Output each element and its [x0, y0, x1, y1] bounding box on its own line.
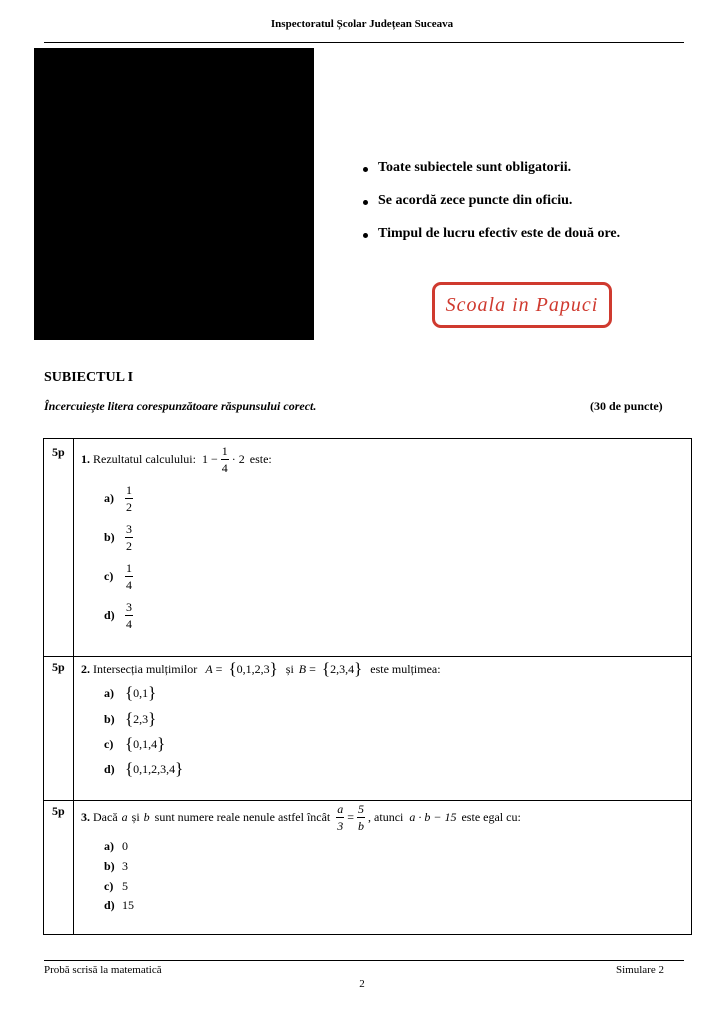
question-1-text — [81, 445, 272, 474]
header-divider — [44, 42, 684, 43]
exam-rules-list — [360, 160, 690, 259]
row-divider — [44, 800, 691, 801]
option-a[interactable] — [104, 484, 136, 513]
frac-den: b — [358, 819, 365, 833]
option-value: 5 — [122, 879, 128, 893]
frac-den: 4 — [126, 617, 132, 631]
option-set-items: 2,3 — [133, 712, 149, 726]
set-b: {2,3,4} — [321, 659, 363, 678]
question-prompt: Rezultatul calculului: — [93, 452, 196, 466]
product-expression: a · b − 15 — [409, 810, 457, 824]
option-value: 15 — [122, 898, 134, 912]
option-label: d) — [104, 761, 115, 776]
set-a-name: A — [205, 661, 213, 676]
footer-exam-name: Probă scrisă la matematică — [44, 964, 162, 976]
option-label: b) — [104, 711, 115, 726]
ratio-right — [357, 803, 365, 832]
question-suffix: este mulțimea: — [370, 661, 441, 676]
ratio-left — [336, 803, 344, 832]
option-label: c) — [104, 569, 114, 583]
subject-title: SUBIECTUL I — [44, 370, 134, 385]
option-value: 3 — [122, 859, 128, 873]
question-points: 5p — [52, 660, 65, 674]
option-b[interactable] — [104, 709, 159, 729]
footer-session: Simulare 2 — [616, 964, 664, 976]
page-header-title: Inspectoratul Școlar Județean Suceava — [270, 18, 454, 30]
rule-text: Toate subiectele sunt obligatorii. — [378, 160, 572, 175]
option-value: 0 — [122, 839, 128, 853]
option-label: d) — [104, 898, 115, 912]
option-c[interactable] — [104, 734, 168, 754]
bullet-icon — [363, 167, 368, 172]
option-label: b) — [104, 859, 115, 873]
option-d[interactable] — [104, 601, 136, 630]
frac-den: 3 — [337, 819, 344, 833]
question-prompt: Intersecția mulțimilor — [93, 661, 198, 676]
points-column-divider — [73, 439, 74, 934]
question-points: 5p — [52, 445, 65, 459]
option-a[interactable] — [104, 839, 128, 854]
question-number: 2. — [81, 661, 90, 676]
frac-den: 2 — [126, 539, 132, 553]
row-divider — [44, 656, 691, 657]
rule-text: Se acordă zece puncte din oficiu. — [378, 193, 573, 208]
option-set-items: 0,1 — [133, 686, 149, 700]
equals-sign: = — [347, 810, 355, 824]
frac-num: 1 — [221, 444, 228, 458]
option-b[interactable] — [104, 523, 136, 552]
rule-text: Timpul de lucru efectiv este de două ore. — [378, 226, 621, 241]
option-label: d) — [104, 608, 115, 622]
option-label: a) — [104, 491, 114, 505]
frac-num: 1 — [126, 561, 132, 575]
rule-item — [360, 160, 690, 176]
option-d[interactable] — [104, 759, 186, 779]
bullet-icon — [363, 200, 368, 205]
question-prompt-cont: , atunci — [368, 810, 404, 824]
option-fraction — [125, 562, 133, 591]
question-3-text — [81, 803, 521, 832]
questions-table — [43, 438, 692, 935]
option-a[interactable] — [104, 683, 159, 703]
frac-num: 3 — [126, 600, 132, 614]
question-prompt-cont: sunt numere reale nenule astfel încât — [154, 810, 331, 824]
option-fraction — [125, 601, 133, 630]
question-suffix: este: — [249, 452, 272, 466]
conjunction: și — [285, 661, 294, 676]
frac-num: 3 — [126, 522, 132, 536]
var-b: b — [143, 810, 150, 824]
page-number: 2 — [359, 978, 365, 990]
frac-num: a — [337, 802, 344, 816]
question-number: 3. — [81, 810, 90, 824]
question-suffix: este egal cu: — [461, 810, 521, 824]
question-2-text — [81, 659, 441, 679]
frac-den: 2 — [126, 500, 132, 514]
footer-divider — [44, 960, 684, 961]
option-set: {0,1,2,3,4} — [125, 759, 184, 778]
frac-num: 5 — [358, 802, 365, 816]
option-set: {0,1} — [125, 683, 157, 702]
option-c[interactable] — [104, 879, 128, 894]
rule-item — [360, 226, 690, 242]
option-set: {0,1,4} — [125, 734, 166, 753]
set-b-items: 2,3,4 — [330, 662, 355, 676]
frac-den: 4 — [126, 578, 132, 592]
set-b-name: B — [298, 661, 307, 676]
subject-points: (30 de puncte) — [590, 399, 663, 413]
option-label: c) — [104, 736, 114, 751]
frac-den: 4 — [221, 461, 228, 475]
option-set: {2,3} — [125, 709, 157, 728]
expr-lead: 1 − — [201, 452, 218, 466]
option-b[interactable] — [104, 859, 128, 874]
redacted-block — [34, 48, 314, 340]
option-label: b) — [104, 530, 115, 544]
conjunction: și — [131, 810, 140, 824]
stamp-text: Scoala in Papuci — [445, 293, 599, 316]
frac-num: 1 — [126, 483, 132, 497]
option-c[interactable] — [104, 562, 136, 591]
subject-instructions: Încercuiește litera corespunzătoare răspunsului corect. — [44, 399, 317, 413]
option-set-items: 0,1,4 — [133, 737, 158, 751]
bullet-icon — [363, 233, 368, 238]
option-label: a) — [104, 839, 114, 853]
question-number: 1. — [81, 452, 90, 466]
expr-tail: · 2 — [231, 452, 245, 466]
set-b-eq: = — [309, 661, 316, 676]
set-a-items: 0,1,2,3 — [236, 662, 270, 676]
set-a-eq: = — [215, 661, 223, 676]
rule-item — [360, 193, 690, 209]
option-fraction — [125, 523, 133, 552]
option-fraction — [125, 484, 133, 513]
watermark-stamp — [432, 282, 612, 328]
var-a: a — [121, 810, 128, 824]
option-set-items: 0,1,2,3,4 — [133, 762, 176, 776]
option-label: a) — [104, 685, 114, 700]
question-prompt: Dacă — [93, 810, 118, 824]
question-points: 5p — [52, 804, 65, 818]
expr-fraction — [221, 445, 229, 474]
option-label: c) — [104, 879, 114, 893]
option-d[interactable] — [104, 898, 134, 913]
set-a: {0,1,2,3} — [228, 659, 278, 678]
